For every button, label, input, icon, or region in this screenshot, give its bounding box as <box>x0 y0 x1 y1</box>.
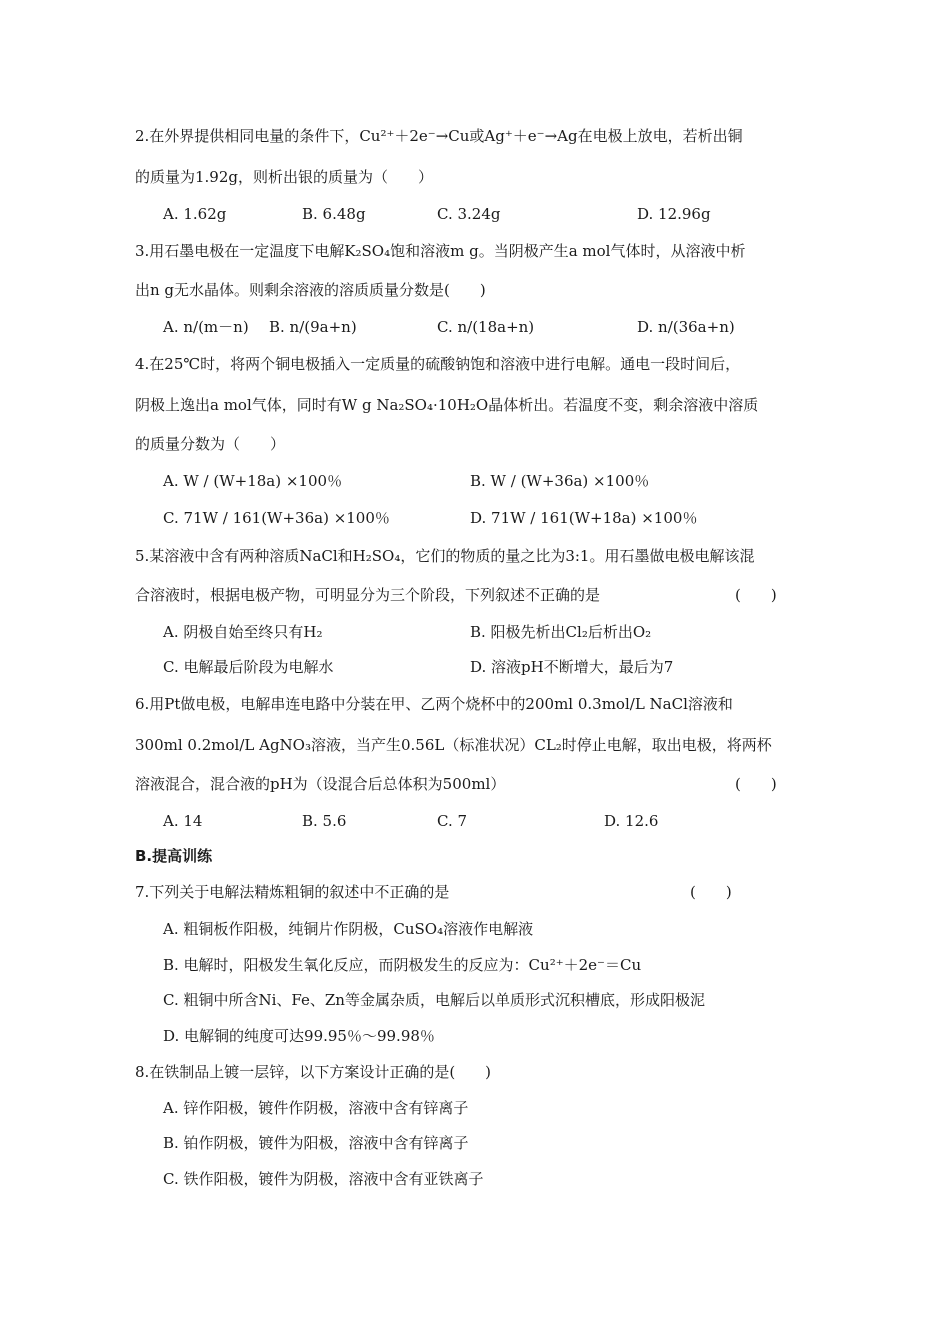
q6-option-d: D. 12.6 <box>604 812 659 830</box>
q4-line3: 的质量分数为（ ） <box>135 435 286 453</box>
q3-option-c: C. n/(18a+n) <box>437 318 535 336</box>
q6-option-c: C. 7 <box>437 812 468 830</box>
q7-answer-paren: ( ) <box>690 883 732 901</box>
q6-answer-paren: ( ) <box>735 775 777 793</box>
q4-option-b: B. W / (W+36a) ×100％ <box>470 472 650 490</box>
q8-option-b: B. 铂作阴极，镀件为阳极，溶液中含有锌离子 <box>163 1134 469 1152</box>
q3-option-a: A. n/(m－n) <box>163 318 249 336</box>
q3-option-d: D. n/(36a+n) <box>637 318 735 336</box>
q2-option-d: D. 12.96g <box>637 205 711 223</box>
q4-option-d: D. 71W / 161(W+18a) ×100％ <box>470 509 698 527</box>
q5-line2: 合溶液时，根据电极产物，可明显分为三个阶段，下列叙述不正确的是 <box>135 586 601 604</box>
q7-option-c: C. 粗铜中所含Ni、Fe、Zn等金属杂质，电解后以单质形式沉积槽底，形成阳极泥 <box>163 991 705 1009</box>
q3-line1: 3.用石墨电极在一定温度下电解K₂SO₄饱和溶液m g。当阴极产生a mol气体时，从溶液中析 <box>135 242 746 260</box>
q2-option-b: B. 6.48g <box>302 205 366 223</box>
q5-option-d: D. 溶液pH不断增大，最后为7 <box>470 658 674 676</box>
q4-option-c: C. 71W / 161(W+36a) ×100％ <box>163 509 390 527</box>
q8-option-a: A. 锌作阳极，镀件作阴极，溶液中含有锌离子 <box>163 1099 469 1117</box>
q4-line2: 阴极上逸出a mol气体，同时有W g Na₂SO₄·10H₂O晶体析出。若温度不变，剩余溶液中溶质 <box>135 396 759 414</box>
q6-line3: 溶液混合，混合液的pH为（设混合后总体积为500ml） <box>135 775 506 793</box>
q2-option-c: C. 3.24g <box>437 205 501 223</box>
q5-option-b: B. 阳极先析出Cl₂后析出O₂ <box>470 623 652 641</box>
q7-line1: 7.下列关于电解法精炼粗铜的叙述中不正确的是 <box>135 883 450 901</box>
q3-option-b: B. n/(9a+n) <box>269 318 357 336</box>
q3-line2: 出n g无水晶体。则剩余溶液的溶质质量分数是( ) <box>135 281 486 299</box>
q5-answer-paren: ( ) <box>735 586 777 604</box>
q2-option-a: A. 1.62g <box>163 205 227 223</box>
q8-option-c: C. 铁作阳极，镀件为阴极，溶液中含有亚铁离子 <box>163 1170 484 1188</box>
q5-option-a: A. 阴极自始至终只有H₂ <box>163 623 323 641</box>
q2-line2: 的质量为1.92g，则析出银的质量为（ ） <box>135 168 434 186</box>
q5-option-c: C. 电解最后阶段为电解水 <box>163 658 334 676</box>
q6-option-a: A. 14 <box>163 812 203 830</box>
q6-line1: 6.用Pt做电极，电解串连电路中分装在甲、乙两个烧杯中的200ml 0.3mol/L NaCl溶液和 <box>135 695 733 713</box>
section-b-heading: B.提高训练 <box>135 847 213 865</box>
q8-line1: 8.在铁制品上镀一层锌，以下方案设计正确的是( ) <box>135 1063 492 1081</box>
q7-option-d: D. 电解铜的纯度可达99.95％～99.98％ <box>163 1027 435 1045</box>
q2-line1: 2.在外界提供相同电量的条件下，Cu²⁺＋2e⁻→Cu或Ag⁺＋e⁻→Ag在电极上放电，若析出铜 <box>135 127 743 145</box>
q7-option-b: B. 电解时，阳极发生氧化反应，而阴极发生的反应为：Cu²⁺＋2e⁻＝Cu <box>163 956 642 974</box>
q5-line1: 5.某溶液中含有两种溶质NaCl和H₂SO₄，它们的物质的量之比为3:1。用石墨做电极电解该混 <box>135 547 755 565</box>
q4-option-a: A. W / (W+18a) ×100％ <box>163 472 343 490</box>
q6-option-b: B. 5.6 <box>302 812 347 830</box>
q7-option-a: A. 粗铜板作阳极，纯铜片作阴极，CuSO₄溶液作电解液 <box>163 920 534 938</box>
q6-line2: 300ml 0.2mol/L AgNO₃溶液，当产生0.56L（标准状况）CL₂时停止电解，取出电极，将两杯 <box>135 736 772 754</box>
q4-line1: 4.在25℃时，将两个铜电极插入一定质量的硫酸钠饱和溶液中进行电解。通电一段时间后， <box>135 355 741 373</box>
